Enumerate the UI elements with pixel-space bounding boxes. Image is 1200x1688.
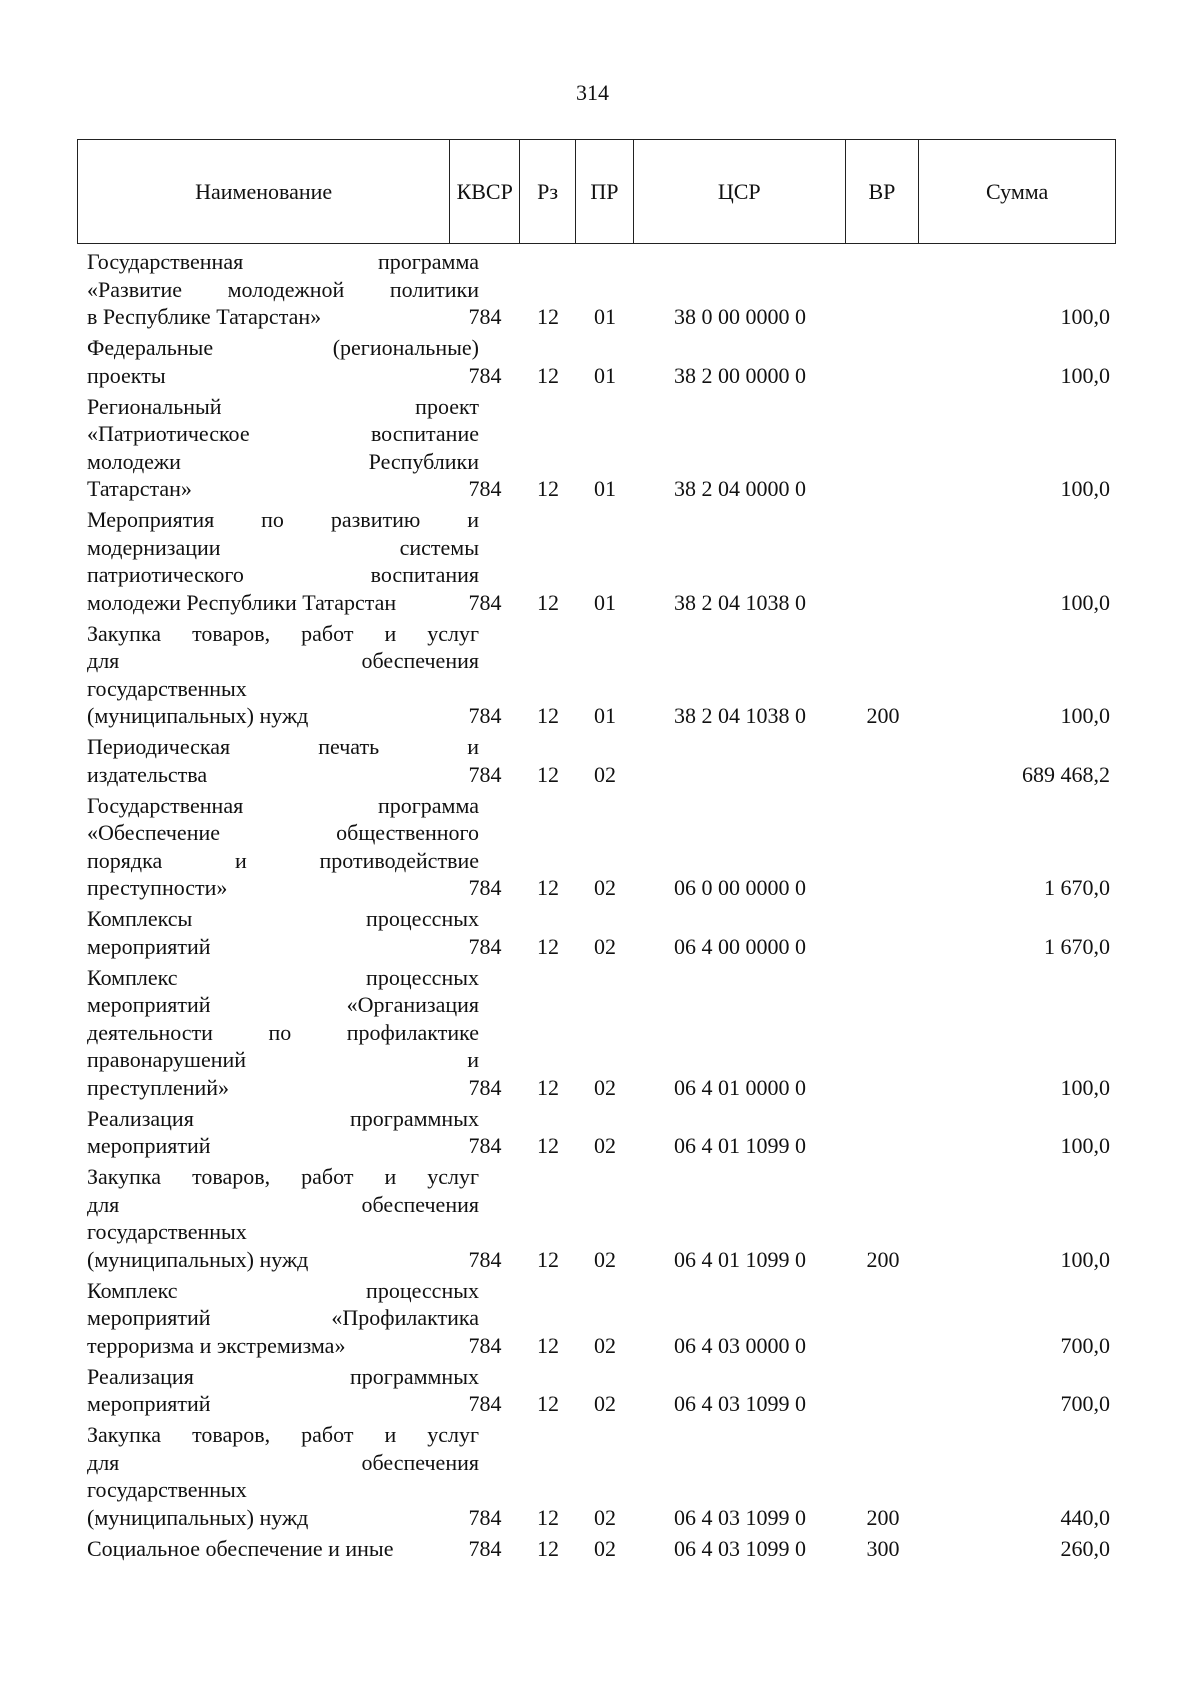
cell-sum: 100,0 [1060,1246,1110,1272]
row-name-line: издательства [87,761,208,787]
row-name-line: «Развитие молодежной политики [87,276,479,302]
cell-rz: 12 [537,476,559,501]
row-name [87,1535,479,1563]
cell-csr: 06 4 01 1099 0 [674,1133,806,1158]
cell-csr: 06 4 01 1099 0 [674,1246,806,1272]
cell-pr: 01 [594,362,616,388]
table-row [77,1421,1116,1531]
row-name-line: для обеспечения [87,648,479,673]
row-name-line: в Республике Татарстан» [87,304,322,329]
cell-kvsr: 784 [468,875,502,900]
cell-rz: 12 [537,362,559,388]
header-rz: Рз [520,140,576,243]
row-name-line: Федеральные (региональные) [87,335,479,360]
row-name-line: государственных [87,1219,247,1244]
cell-kvsr: 784 [468,476,502,501]
cell-sum: 100,0 [1060,304,1110,329]
cell-sum: 100,0 [1060,703,1110,728]
cell-rz: 12 [537,703,559,728]
cell-rz: 12 [537,1535,559,1561]
table-row [77,334,1116,389]
cell-pr: 02 [594,1074,616,1100]
row-name-line: (муниципальных) нужд [87,1246,309,1272]
cell-csr: 06 4 03 1099 0 [674,1535,806,1561]
row-name [87,393,479,503]
cell-rz: 12 [537,1391,559,1416]
table-header [77,139,1116,244]
row-name [87,248,479,331]
header-kvsr: КВСР [450,140,520,243]
cell-rz: 12 [537,761,559,787]
row-name-line: Татарстан» [87,476,192,501]
cell-pr: 02 [594,1504,616,1530]
cell-sum: 700,0 [1060,1391,1110,1416]
row-name-line: порядка и противодействие [87,847,479,873]
row-name-line: Комплекс процессных [87,1277,479,1303]
row-name-line: Закупка товаров, работ и услуг [87,620,479,646]
cell-sum: 260,0 [1060,1535,1110,1561]
table-row [77,964,1116,1102]
cell-sum: 1 670,0 [1044,933,1110,959]
cell-kvsr: 784 [468,1535,502,1561]
cell-kvsr: 784 [468,933,502,959]
cell-pr: 02 [594,933,616,959]
table-row [77,393,1116,503]
cell-sum: 100,0 [1060,1074,1110,1100]
cell-csr: 38 2 04 1038 0 [674,703,806,728]
cell-rz: 12 [537,933,559,959]
row-name [87,334,479,389]
row-name-line: деятельности по профилактике [87,1019,479,1045]
cell-kvsr: 784 [468,1504,502,1530]
cell-csr: 38 2 04 0000 0 [674,476,806,501]
cell-csr: 06 4 03 1099 0 [674,1391,806,1416]
cell-pr: 02 [594,1332,616,1358]
row-name [87,620,479,730]
row-name [87,1363,479,1418]
row-name-line: мероприятий [87,933,211,959]
table-row [77,1363,1116,1418]
cell-sum: 100,0 [1060,362,1110,388]
row-name-line: Закупка товаров, работ и услуг [87,1422,479,1447]
row-name-line: для обеспечения [87,1449,479,1475]
header-name: Наименование [78,140,450,243]
cell-pr: 02 [594,761,616,787]
row-name-line: «Обеспечение общественного [87,820,479,845]
cell-kvsr: 784 [468,362,502,388]
cell-kvsr: 784 [468,589,502,615]
cell-rz: 12 [537,875,559,900]
table-row [77,1535,1116,1563]
row-name-line: Региональный проект [87,393,479,419]
page-number: 314 [576,80,609,105]
row-name-line: «Патриотическое воспитание [87,421,479,446]
row-name-line: Комплексы процессных [87,906,479,931]
cell-csr: 06 4 01 0000 0 [674,1074,806,1100]
row-name-line: мероприятий [87,1391,211,1416]
header-sum: Сумма [986,178,1049,204]
cell-rz: 12 [537,1246,559,1272]
row-name-line: Закупка товаров, работ и услуг [87,1164,479,1189]
cell-sum: 440,0 [1060,1504,1110,1530]
cell-vr: 200 [866,1504,900,1530]
row-name-line: мероприятий «Профилактика [87,1305,479,1330]
row-name [87,1163,479,1273]
row-name [87,905,479,960]
row-name-line: Комплекс процессных [87,964,479,990]
row-name-line: Социальное обеспечение и иные [87,1535,394,1561]
header-vr: ВР [846,140,920,243]
cell-pr: 01 [594,476,616,501]
cell-sum: 689 468,2 [1022,761,1110,787]
cell-pr: 01 [594,589,616,615]
row-name-line: (муниципальных) нужд [87,703,309,728]
cell-pr: 01 [594,703,616,728]
cell-pr: 02 [594,1535,616,1561]
header-pr: ПР [576,140,634,243]
cell-rz: 12 [537,1332,559,1358]
cell-rz: 12 [537,304,559,329]
cell-pr: 02 [594,875,616,900]
cell-csr: 38 2 00 0000 0 [674,362,806,388]
cell-csr: 06 4 03 1099 0 [674,1504,806,1530]
row-name-line: патриотического воспитания [87,562,479,587]
cell-rz: 12 [537,1074,559,1100]
row-name-line: правонарушений и [87,1047,479,1072]
row-name [87,506,479,616]
row-name-line: мероприятий [87,1133,211,1158]
cell-vr: 300 [866,1535,900,1561]
row-name-line: Государственная программа [87,792,479,818]
row-name-line: мероприятий «Организация [87,992,479,1017]
header-csr: ЦСР [634,140,846,243]
table-row [77,506,1116,616]
table-row [77,1105,1116,1160]
cell-vr: 200 [866,703,900,728]
cell-kvsr: 784 [468,304,502,329]
row-name-line: Периодическая печать и [87,734,479,759]
row-name [87,1421,479,1531]
cell-kvsr: 784 [468,1074,502,1100]
row-name-line: государственных [87,1477,247,1502]
cell-csr: 38 0 00 0000 0 [674,304,806,329]
table-row [77,1277,1116,1360]
cell-sum: 1 670,0 [1044,875,1110,900]
cell-sum: 700,0 [1060,1332,1110,1358]
row-name [87,1105,479,1160]
cell-pr: 01 [594,304,616,329]
cell-rz: 12 [537,1504,559,1530]
cell-kvsr: 784 [468,1391,502,1416]
cell-sum: 100,0 [1060,589,1110,615]
row-name-line: Мероприятия по развитию и [87,507,479,532]
cell-kvsr: 784 [468,1332,502,1358]
cell-vr: 200 [866,1246,900,1272]
table-row [77,905,1116,960]
row-name-line: Реализация программных [87,1363,479,1389]
table-row [77,792,1116,902]
row-name-line: преступлений» [87,1074,230,1100]
cell-csr: 38 2 04 1038 0 [674,589,806,615]
row-name-line: терроризма и экстремизма» [87,1332,346,1358]
row-name-line: государственных [87,675,247,701]
table-row [77,620,1116,730]
row-name [87,964,479,1102]
cell-kvsr: 784 [468,1246,502,1272]
row-name-line: для обеспечения [87,1191,479,1217]
cell-sum: 100,0 [1060,1133,1110,1158]
row-name [87,733,479,788]
row-name-line: Государственная программа [87,249,479,274]
table-row [77,733,1116,788]
cell-csr: 06 0 00 0000 0 [674,875,806,900]
cell-pr: 02 [594,1391,616,1416]
cell-csr: 06 4 00 0000 0 [674,933,806,959]
table-row [77,248,1116,331]
row-name [87,1277,479,1360]
row-name-line: проекты [87,362,166,388]
cell-pr: 02 [594,1133,616,1158]
cell-kvsr: 784 [468,1133,502,1158]
row-name [87,792,479,902]
cell-rz: 12 [537,589,559,615]
cell-rz: 12 [537,1133,559,1158]
cell-csr: 06 4 03 0000 0 [674,1332,806,1358]
row-name-line: молодежи Республики [87,448,479,474]
cell-sum: 100,0 [1060,476,1110,501]
row-name-line: преступности» [87,875,228,900]
table-row [77,1163,1116,1273]
cell-kvsr: 784 [468,703,502,728]
row-name-line: молодежи Республики Татарстан [87,589,397,615]
row-name-line: модернизации системы [87,534,479,560]
row-name-line: Реализация программных [87,1105,479,1131]
cell-kvsr: 784 [468,761,502,787]
cell-pr: 02 [594,1246,616,1272]
row-name-line: (муниципальных) нужд [87,1504,309,1530]
